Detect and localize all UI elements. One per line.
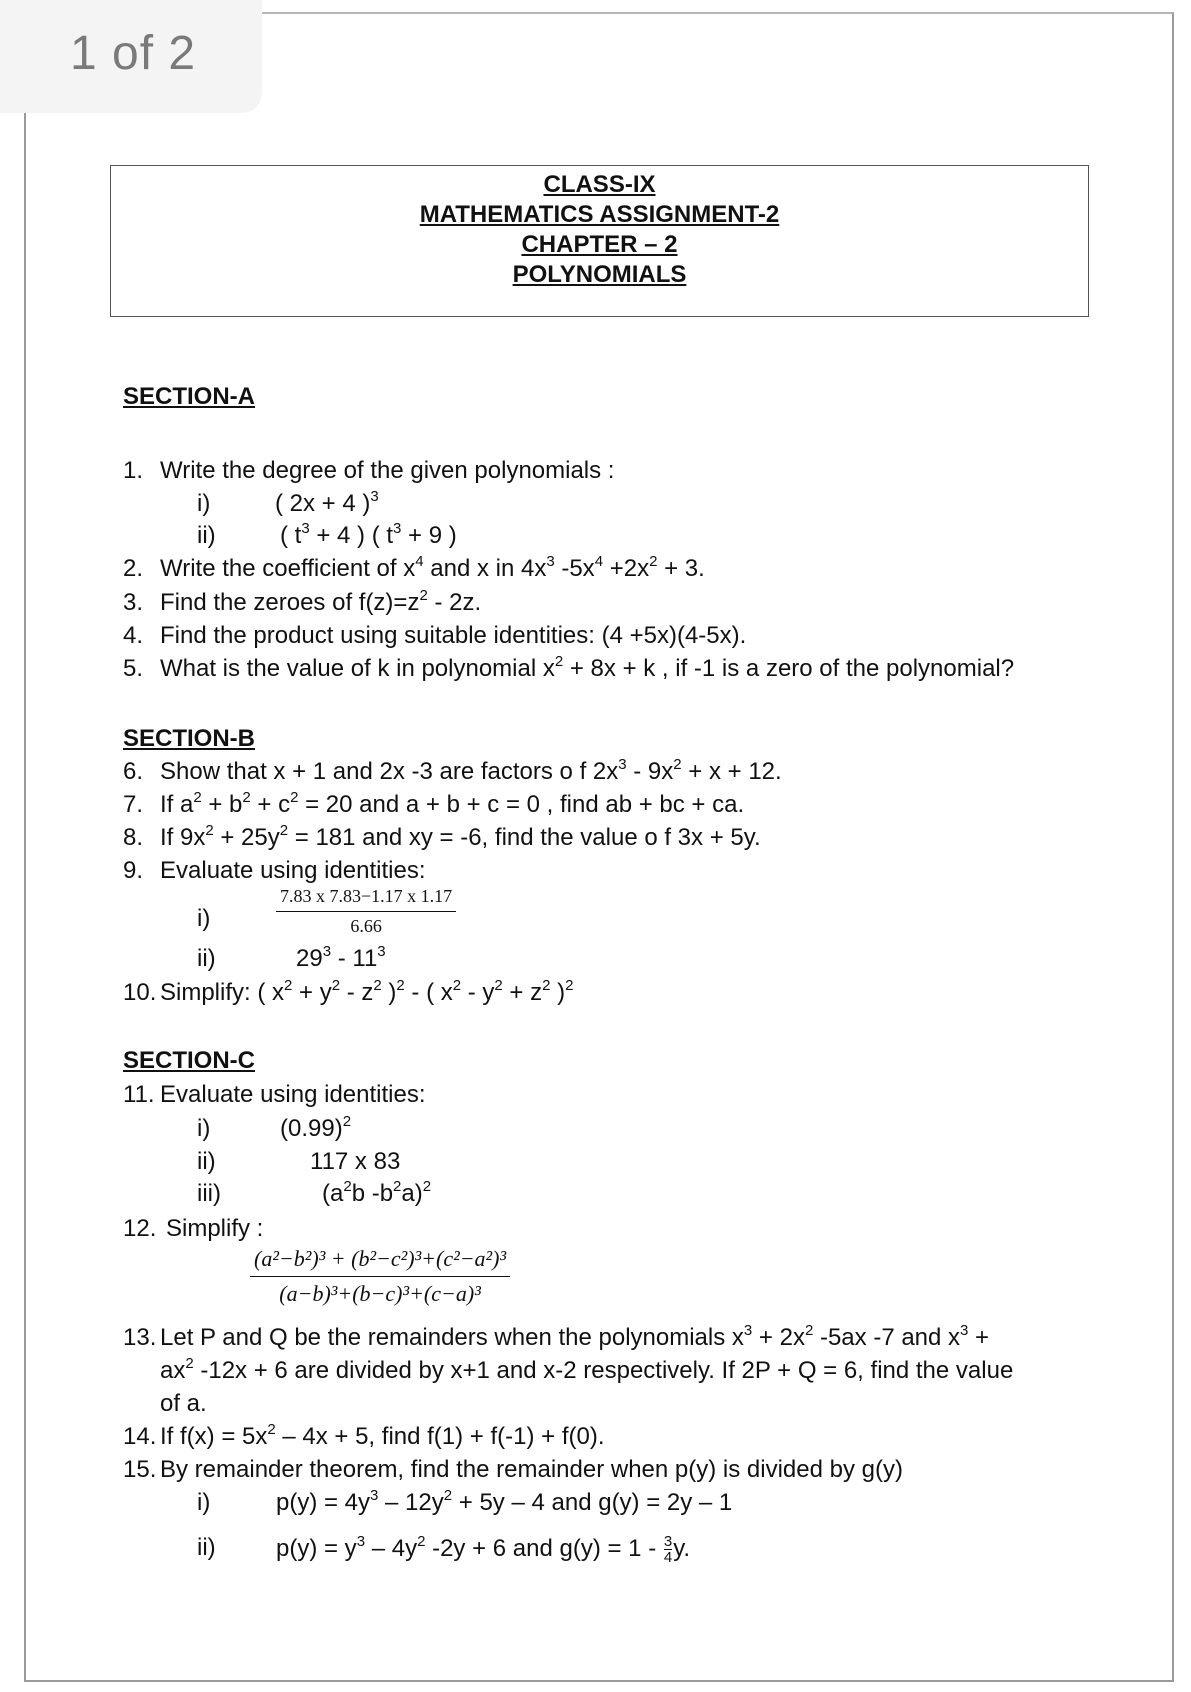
sub-label: ii) — [197, 1148, 216, 1175]
question-12: Simplify : — [166, 1215, 264, 1242]
question-1-ii: ( $t^3 + 4$ ) ( $t^3 + 9$ ) — [280, 520, 457, 549]
question-11-i: $(0.99)^2$ — [280, 1113, 352, 1142]
fraction-denominator: (a−b)³+(b−c)³+(c−a)³ — [279, 1281, 481, 1306]
question-15-i: $p(y) = 4y^3 - 12y^2 + 5y - 4$ and g(y) = 2y – 1 — [276, 1487, 733, 1516]
sub-label: ii) — [197, 945, 216, 972]
section-a-heading: SECTION-A — [123, 383, 255, 410]
sub-label: i) — [197, 1115, 211, 1142]
question-number: 11. — [123, 1081, 155, 1108]
question-number: 5. — [123, 655, 144, 682]
sub-label: iii) — [197, 1180, 221, 1207]
sub-label: ii) — [197, 522, 216, 549]
question-number: 13. — [123, 1324, 157, 1351]
question-number: 9. — [123, 857, 144, 884]
class-label: CLASS-IX — [543, 171, 656, 198]
question-number: 12. — [123, 1215, 157, 1242]
sub-label: i) — [197, 490, 211, 517]
question-number: 4. — [123, 622, 144, 649]
question-6: Show that x + 1 and 2x -3 are factors o f $2x^3 - 9x^2 + x + 12$. — [160, 756, 782, 785]
topic-title: POLYNOMIALS — [512, 261, 687, 288]
question-number: 3. — [123, 589, 144, 616]
question-number: 8. — [123, 824, 144, 851]
question-number: 10. — [123, 979, 157, 1006]
question-10: Simplify: ( $x^2 + y^2 - z^2$ )$^2$ - ( $x^2 - y^2 + z^2$ )$^2$ — [160, 977, 574, 1006]
sub-label: i) — [197, 1489, 211, 1516]
question-11-iii: ($a^2b$ $-b^2a)^2$ — [322, 1178, 432, 1207]
sub-label: i) — [197, 905, 211, 932]
fraction-numerator: 7.83 x 7.83−1.17 x 1.17 — [276, 886, 456, 912]
question-11: Evaluate using identities: — [160, 1081, 426, 1108]
question-8: If $9x^2 + 25y^2 = 181$ and xy = -6, find the value o f 3x + 5y. — [160, 822, 761, 851]
question-number: 14. — [123, 1423, 157, 1450]
question-15-ii: $p(y) = y^3 - 4y^2$ -2y + 6 and g(y) = 1 - $\frac{3}{4}$ y. — [276, 1532, 691, 1566]
question-13-line-1: Let P and Q be the remainders when the polynomials $x^3 + 2x^2$ -5ax -7 and $x^3$ + — [160, 1322, 990, 1351]
question-13-line-3: of a. — [160, 1390, 207, 1417]
assignment-title: MATHEMATICS ASSIGNMENT-2 — [419, 201, 780, 228]
question-4: Find the product using suitable identities: (4 +5x)(4-5x). — [160, 622, 747, 649]
question-number: 1. — [123, 457, 144, 484]
question-12-fraction — [250, 1246, 510, 1307]
small-fraction: $\frac{3}{4}$ — [663, 1533, 673, 1566]
section-c-heading: SECTION-C — [123, 1047, 255, 1074]
question-number: 15. — [123, 1456, 157, 1483]
question-5: What is the value of k in polynomial $x^2 + 8x + k$ , if -1 is a zero of the polynomial? — [160, 653, 1015, 682]
chapter-label: CHAPTER – 2 — [521, 231, 678, 258]
question-7: If $a^2 + b^2 + c^2 = 20$ and a + b + c = 0 , find ab + bc + ca. — [160, 789, 745, 818]
question-13-line-2: $ax^2$ -12x + 6 are divided by x+1 and x-2 respectively. If 2P + Q = 6, find the value — [160, 1355, 1014, 1384]
question-9: Evaluate using identities: — [160, 857, 426, 884]
question-number: 7. — [123, 791, 144, 818]
title-box — [110, 165, 1089, 317]
fraction-denominator: 6.66 — [350, 916, 382, 936]
fraction-numerator: (a²−b²)³ + (b²−c²)³+(c²−a²)³ — [250, 1246, 510, 1277]
section-b-heading: SECTION-B — [123, 725, 255, 752]
question-1: Write the degree of the given polynomials : — [160, 457, 615, 484]
question-11-ii: 117 x 83 — [310, 1148, 401, 1175]
question-1-i: ( 2x + 4 )$^3$ — [275, 488, 379, 517]
sub-label: ii) — [197, 1534, 216, 1561]
question-9-i-fraction — [276, 886, 456, 937]
question-3: Find the zeroes of $f(z)=z^2 - 2z$. — [160, 587, 482, 616]
question-number: 6. — [123, 758, 144, 785]
question-number: 2. — [123, 555, 144, 582]
page-indicator: 1 of 2 — [0, 0, 262, 113]
question-15: By remainder theorem, find the remainder when p(y) is divided by g(y) — [160, 1456, 903, 1483]
question-2: Write the coefficient of $x^4$ and x in $4x^3$ $-5x^4 +2x^2 + 3$. — [160, 553, 705, 582]
question-14: If $f(x) = 5x^2 - 4x + 5$, find f(1) + f(-1) + f(0). — [160, 1421, 605, 1450]
question-9-ii: $29^3 - 11^3$ — [296, 943, 386, 972]
